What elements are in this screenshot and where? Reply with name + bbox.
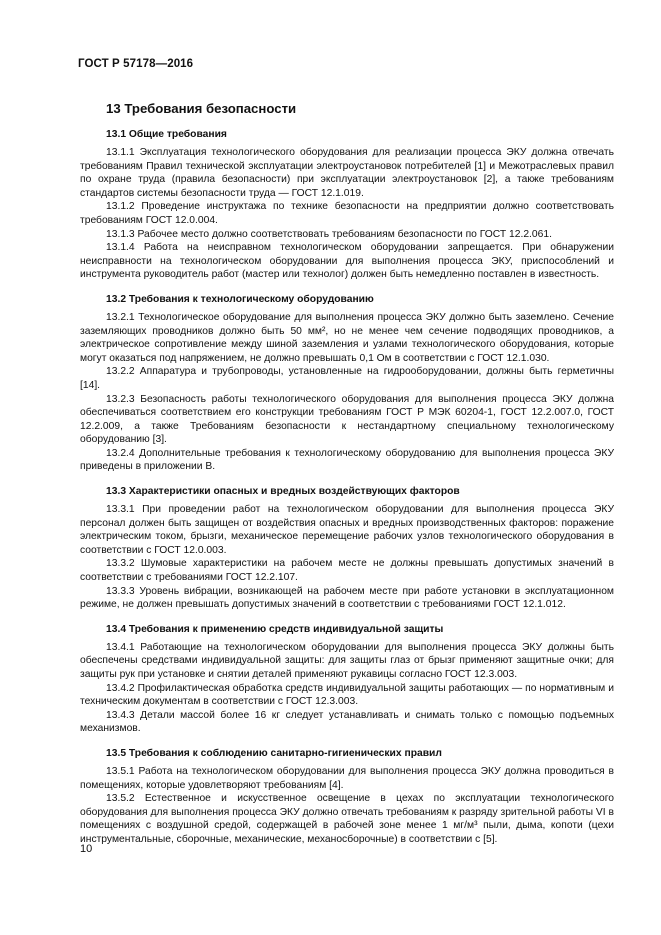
paragraph-13-5-1: 13.5.1 Работа на технологическом оборудовании для выполнения процесса ЭКУ должна проводиться в помещениях, которые удовлетворяют требованиям [4]. bbox=[80, 765, 614, 791]
paragraph-13-4-1: 13.4.1 Работающие на технологическом оборудовании для выполнения процесса ЭКУ должны быть обеспечены средствами индивидуальной защиты: для защиты глаз от брызг применяют защитные очки; для защиты рук при установке и снятии деталей применяют рукавицы согласно ГОСТ 12.3.003. bbox=[80, 641, 614, 680]
paragraph-13-5-2: 13.5.2 Естественное и искусственное освещение в цехах по эксплуатации технологического оборудования для выполнения процесса ЭКУ должно отвечать требованиям к разряду зрительной работы VI в помещениях с воздушной средой, содержащей в рабочей зоне менее 1 мг/м³ пыли, дыма, копоти (цехи инструментальные, сборочные, механические, механосборочные) в соответствии с [5]. bbox=[80, 793, 614, 845]
standard-header: ГОСТ Р 57178—2016 bbox=[78, 58, 194, 70]
paragraph-13-3-1: 13.3.1 При проведении работ на технологическом оборудовании для выполнения процесса ЭКУ персонал должен быть защищен от воздействия опасных и вредных производственных факторов: поражение электрическим током, брызги, механическое перемещение рабочих узлов технологического оборудования в соответствии с ГОСТ 12.0.003. bbox=[80, 504, 614, 556]
paragraph-13-3-2: 13.3.2 Шумовые характеристики на рабочем месте не должны превышать допустимых значений в соответствии с требованиями ГОСТ 12.2.107. bbox=[80, 558, 614, 584]
paragraph-13-1-2: 13.1.2 Проведение инструктажа по технике безопасности на предприятии должно соответствовать требованиям ГОСТ 12.0.004. bbox=[80, 201, 614, 226]
paragraph-13-2-2: 13.2.2 Аппаратура и трубопроводы, установленные на гидрооборудовании, должны быть герметичны [14]. bbox=[80, 366, 614, 391]
paragraph-13-1-3: 13.1.3 Рабочее место должно соответствовать требованиям безопасности по ГОСТ 12.2.061. bbox=[106, 228, 552, 240]
paragraph-13-1-1: 13.1.1 Эксплуатация технологического оборудования для реализации процесса ЭКУ должна отвечать требованиям Правил технической эксплуатации электроустановок потребителей [1] и Межотраслевых правил по охране труда (правила безопасности) при эксплуатации электроустановок [2], а также требованиям стандартов системы безопасности труда — ГОСТ 12.1.019. bbox=[80, 147, 614, 199]
subsection-title-13-2: 13.2 Требования к технологическому оборудованию bbox=[106, 293, 374, 305]
paragraph-13-4-2: 13.4.2 Профилактическая обработка средств индивидуальной защиты работающих — по нормативным и техническим документам в соответствии с ГОСТ 12.3.003. bbox=[80, 682, 614, 708]
document-body bbox=[80, 88, 614, 847]
paragraph-13-1-4: 13.1.4 Работа на неисправном технологическом оборудовании запрещается. При обнаружении неисправности на технологическом оборудовании для выполнения процесса ЭКУ, приспособлений и инструмента руководитель работ (мастер или технолог) должен быть немедленно поставлен в известность. bbox=[80, 242, 614, 281]
subsection-title-13-3: 13.3 Характеристики опасных и вредных воздействующих факторов bbox=[106, 486, 460, 498]
paragraph-13-3-3: 13.3.3 Уровень вибрации, возникающей на рабочем месте при работе установки в эксплуатационном режиме, не должен превышать допустимых значений в соответствии с требованиями ГОСТ 12.1.012. bbox=[80, 585, 614, 611]
paragraph-13-2-4: 13.2.4 Дополнительные требования к технологическому оборудованию для выполнения процесса ЭКУ приведены в приложении В. bbox=[80, 447, 614, 473]
paragraph-13-4-3: 13.4.3 Детали массой более 16 кг следует устанавливать и снимать только с помощью подъемных механизмов. bbox=[80, 709, 614, 735]
subsection-title-13-1: 13.1 Общие требования bbox=[106, 129, 227, 140]
paragraph-13-2-1: 13.2.1 Технологическое оборудование для выполнения процесса ЭКУ должно быть заземлено. Сечение заземляющих проводников должно быть 50 мм², но не менее чем сечение подводящих проводников, а электрическое сопротивление между шиной заземления и узлами технологического оборудования, которые могут оказаться под напряжением, не должно превышать 0,1 Ом в соответствии с ГОСТ 12.1.030. bbox=[80, 311, 614, 364]
section-title: 13 Требования безопасности bbox=[106, 101, 297, 116]
page-number: 10 bbox=[80, 843, 93, 855]
subsection-title-13-5: 13.5 Требования к соблюдению санитарно-гигиенических правил bbox=[106, 747, 442, 759]
subsection-title-13-4: 13.4 Требования к применению средств индивидуальной защиты bbox=[106, 623, 444, 635]
paragraph-13-2-3: 13.2.3 Безопасность работы технологического оборудования для выполнения процесса ЭКУ должна обеспечиваться соответствием его конструкции требованиям ГОСТ Р МЭК 60204-1, ГОСТ 12.2.007.0, ГОСТ 12.2.009, а также Требованиям безопасности к нестандартному специальному технологическому оборудованию [3]. bbox=[80, 393, 614, 446]
